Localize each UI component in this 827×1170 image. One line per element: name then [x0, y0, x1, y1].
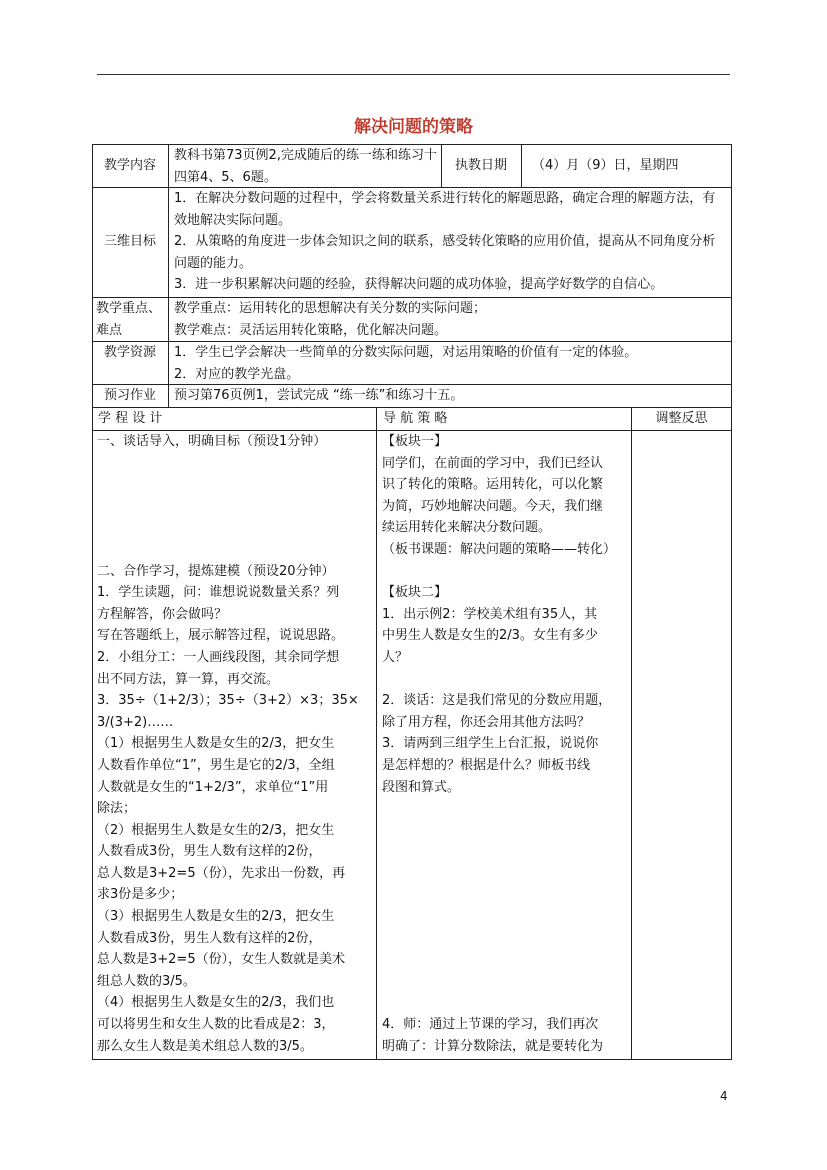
text-line — [382, 971, 630, 993]
guide-column — [382, 431, 630, 1057]
preview-label: 预习作业 — [103, 387, 156, 403]
resources-label: 教学资源 — [103, 345, 156, 361]
page-title: 解决问题的策略 — [354, 117, 473, 137]
text-line — [97, 453, 374, 475]
content-value: 教科书第73页例2,完成随后的练一练和练习十四第4、5、6题。 — [174, 148, 437, 185]
text-line — [382, 841, 630, 863]
text-line: 同学们，在前面的学习中，我们已经认 — [382, 455, 604, 471]
text-line — [382, 884, 630, 906]
text-line — [382, 561, 630, 583]
column-divider — [631, 407, 632, 1060]
text-line — [97, 496, 374, 518]
text-line: 写在答题纸上，展示解答过程，说说思路。 — [97, 628, 345, 644]
text-line: 明确了：计算分数除法，就是要转化为 — [382, 1038, 604, 1054]
text-line: 总人数是3+2=5（份），女生人数就是美术 — [97, 952, 346, 968]
text-line: 求3份是多少； — [97, 887, 184, 903]
text-line — [97, 539, 374, 561]
objectives-text — [174, 188, 726, 296]
text-line: 为简，巧妙地解决问题。今天，我们继 — [382, 498, 604, 514]
text-line: 方程解答，你会做吗？ — [97, 606, 228, 622]
study-heading: 学 程 设 计 — [98, 410, 163, 426]
text-line: （4）根据男生人数是女生的2/3，我们也 — [97, 995, 335, 1011]
text-line — [382, 820, 630, 842]
text-line: 人？ — [382, 649, 409, 665]
objective-item: 3．进一步积累解决问题的经验，获得解决问题的成功体验，提高学好数学的自信心。 — [174, 277, 664, 292]
objectives-label: 三维目标 — [103, 234, 156, 250]
text-line: 1．学生读题，问：谁想说说数量关系？列 — [97, 585, 340, 601]
text-line — [382, 906, 630, 928]
text-line: 人数看作单位“1”，男生是它的2/3，全组 — [97, 757, 335, 773]
study-column — [97, 431, 374, 1057]
text-line: 人数就是女生的“1+2/3”，求单位“1”用 — [97, 779, 329, 795]
text-line: 除了用方程，你还会用其他方法吗？ — [382, 714, 591, 730]
key-point-item: 教学难点：灵活运用转化策略，优化解决问题。 — [174, 322, 448, 338]
text-line: 总人数是3+2=5（份），先求出一份数，再 — [97, 865, 346, 881]
text-line: 那么女生人数是美术组总人数的3/5。 — [97, 1038, 313, 1054]
text-line: 二、合作学习，提炼建模（预设20分钟） — [97, 563, 335, 579]
text-line: 人数看成3份，男生人数有这样的2份， — [97, 930, 322, 946]
text-line: 组总人数的3/5。 — [97, 973, 196, 989]
text-line: 中男生人数是女生的2/3。女生有多少 — [382, 628, 598, 644]
text-line — [97, 474, 374, 496]
text-line: 【板块一】 — [382, 434, 448, 449]
text-line: 是怎样想的？根据是什么？师板书线 — [382, 757, 591, 773]
content-label: 教学内容 — [103, 157, 156, 173]
key-points-text — [174, 298, 726, 341]
text-line: 识了转化的策略。运用转化，可以化繁 — [382, 477, 604, 493]
guide-heading: 导 航 策 略 — [383, 410, 448, 426]
text-line: 3．请两到三组学生上台汇报，说说你 — [382, 736, 599, 752]
objective-item: 1．在解决分数问题的过程中，学会将数量关系进行转化的解题思路，确定合理的解题方法，有效地解决实际问题。 — [174, 191, 716, 228]
column-divider — [168, 144, 169, 407]
text-line: 除法； — [97, 801, 137, 817]
text-line — [382, 992, 630, 1014]
reflect-heading: 调整反思 — [655, 410, 708, 426]
text-line: 3/(3+2)…… — [97, 714, 174, 730]
resources-text — [174, 342, 726, 385]
text-line: 3．35÷（1+2/3）；35÷（3+2）×3；35× — [97, 693, 359, 709]
text-line — [97, 517, 374, 539]
header-rule — [97, 74, 730, 75]
text-line: 2．小组分工：一人画线段图，其余同学想 — [97, 649, 340, 665]
text-line — [382, 798, 630, 820]
text-line: 续运用转化来解决分数问题。 — [382, 520, 552, 536]
text-line — [382, 863, 630, 885]
text-line: 段图和算式。 — [382, 779, 461, 795]
text-line: （板书课题：解决问题的策略——转化） — [382, 541, 617, 557]
text-line — [382, 949, 630, 971]
text-line — [382, 928, 630, 950]
objective-item: 2．从策略的角度进一步体会知识之间的联系，感受转化策略的应用价值，提高从不同角度分析问题的能力。 — [174, 234, 716, 271]
page-number: 4 — [720, 1089, 728, 1103]
column-divider — [521, 144, 522, 187]
date-value: （4）月（9）日，星期四 — [532, 157, 679, 173]
column-divider — [376, 407, 377, 1060]
key-point-item: 教学重点：运用转化的思想解决有关分数的实际问题； — [174, 301, 487, 316]
text-line: （3）根据男生人数是女生的2/3，把女生 — [97, 909, 335, 925]
date-label: 执教日期 — [454, 157, 507, 173]
text-line: 人数看成3份，男生人数有这样的2份， — [97, 844, 322, 860]
key-points-label: 教学重点、难点 — [96, 301, 162, 338]
text-line: 一、谈话导入，明确目标（预设1分钟） — [97, 434, 327, 449]
preview-value: 预习第76页例1，尝试完成 “练一练”和练习十五。 — [174, 387, 464, 403]
text-line: 【板块二】 — [382, 585, 448, 601]
text-line: 4．师：通过上节课的学习，我们再次 — [382, 1017, 599, 1033]
text-line: （1）根据男生人数是女生的2/3，把女生 — [97, 736, 335, 752]
text-line: 2．谈话：这是我们常见的分数应用题， — [382, 693, 612, 709]
resource-item: 2．对应的教学光盘。 — [174, 366, 300, 382]
resource-item: 1．学生已学会解决一些简单的分数实际问题，对运用策略的价值有一定的体验。 — [174, 345, 638, 360]
text-line: 出不同方法，算一算，再交流。 — [97, 671, 280, 687]
text-line — [382, 669, 630, 691]
text-line: （2）根据男生人数是女生的2/3，把女生 — [97, 822, 335, 838]
text-line: 可以将男生和女生人数的比看成是2：3， — [97, 1017, 335, 1033]
text-line: 1．出示例2：学校美术组有35人，其 — [382, 606, 598, 622]
